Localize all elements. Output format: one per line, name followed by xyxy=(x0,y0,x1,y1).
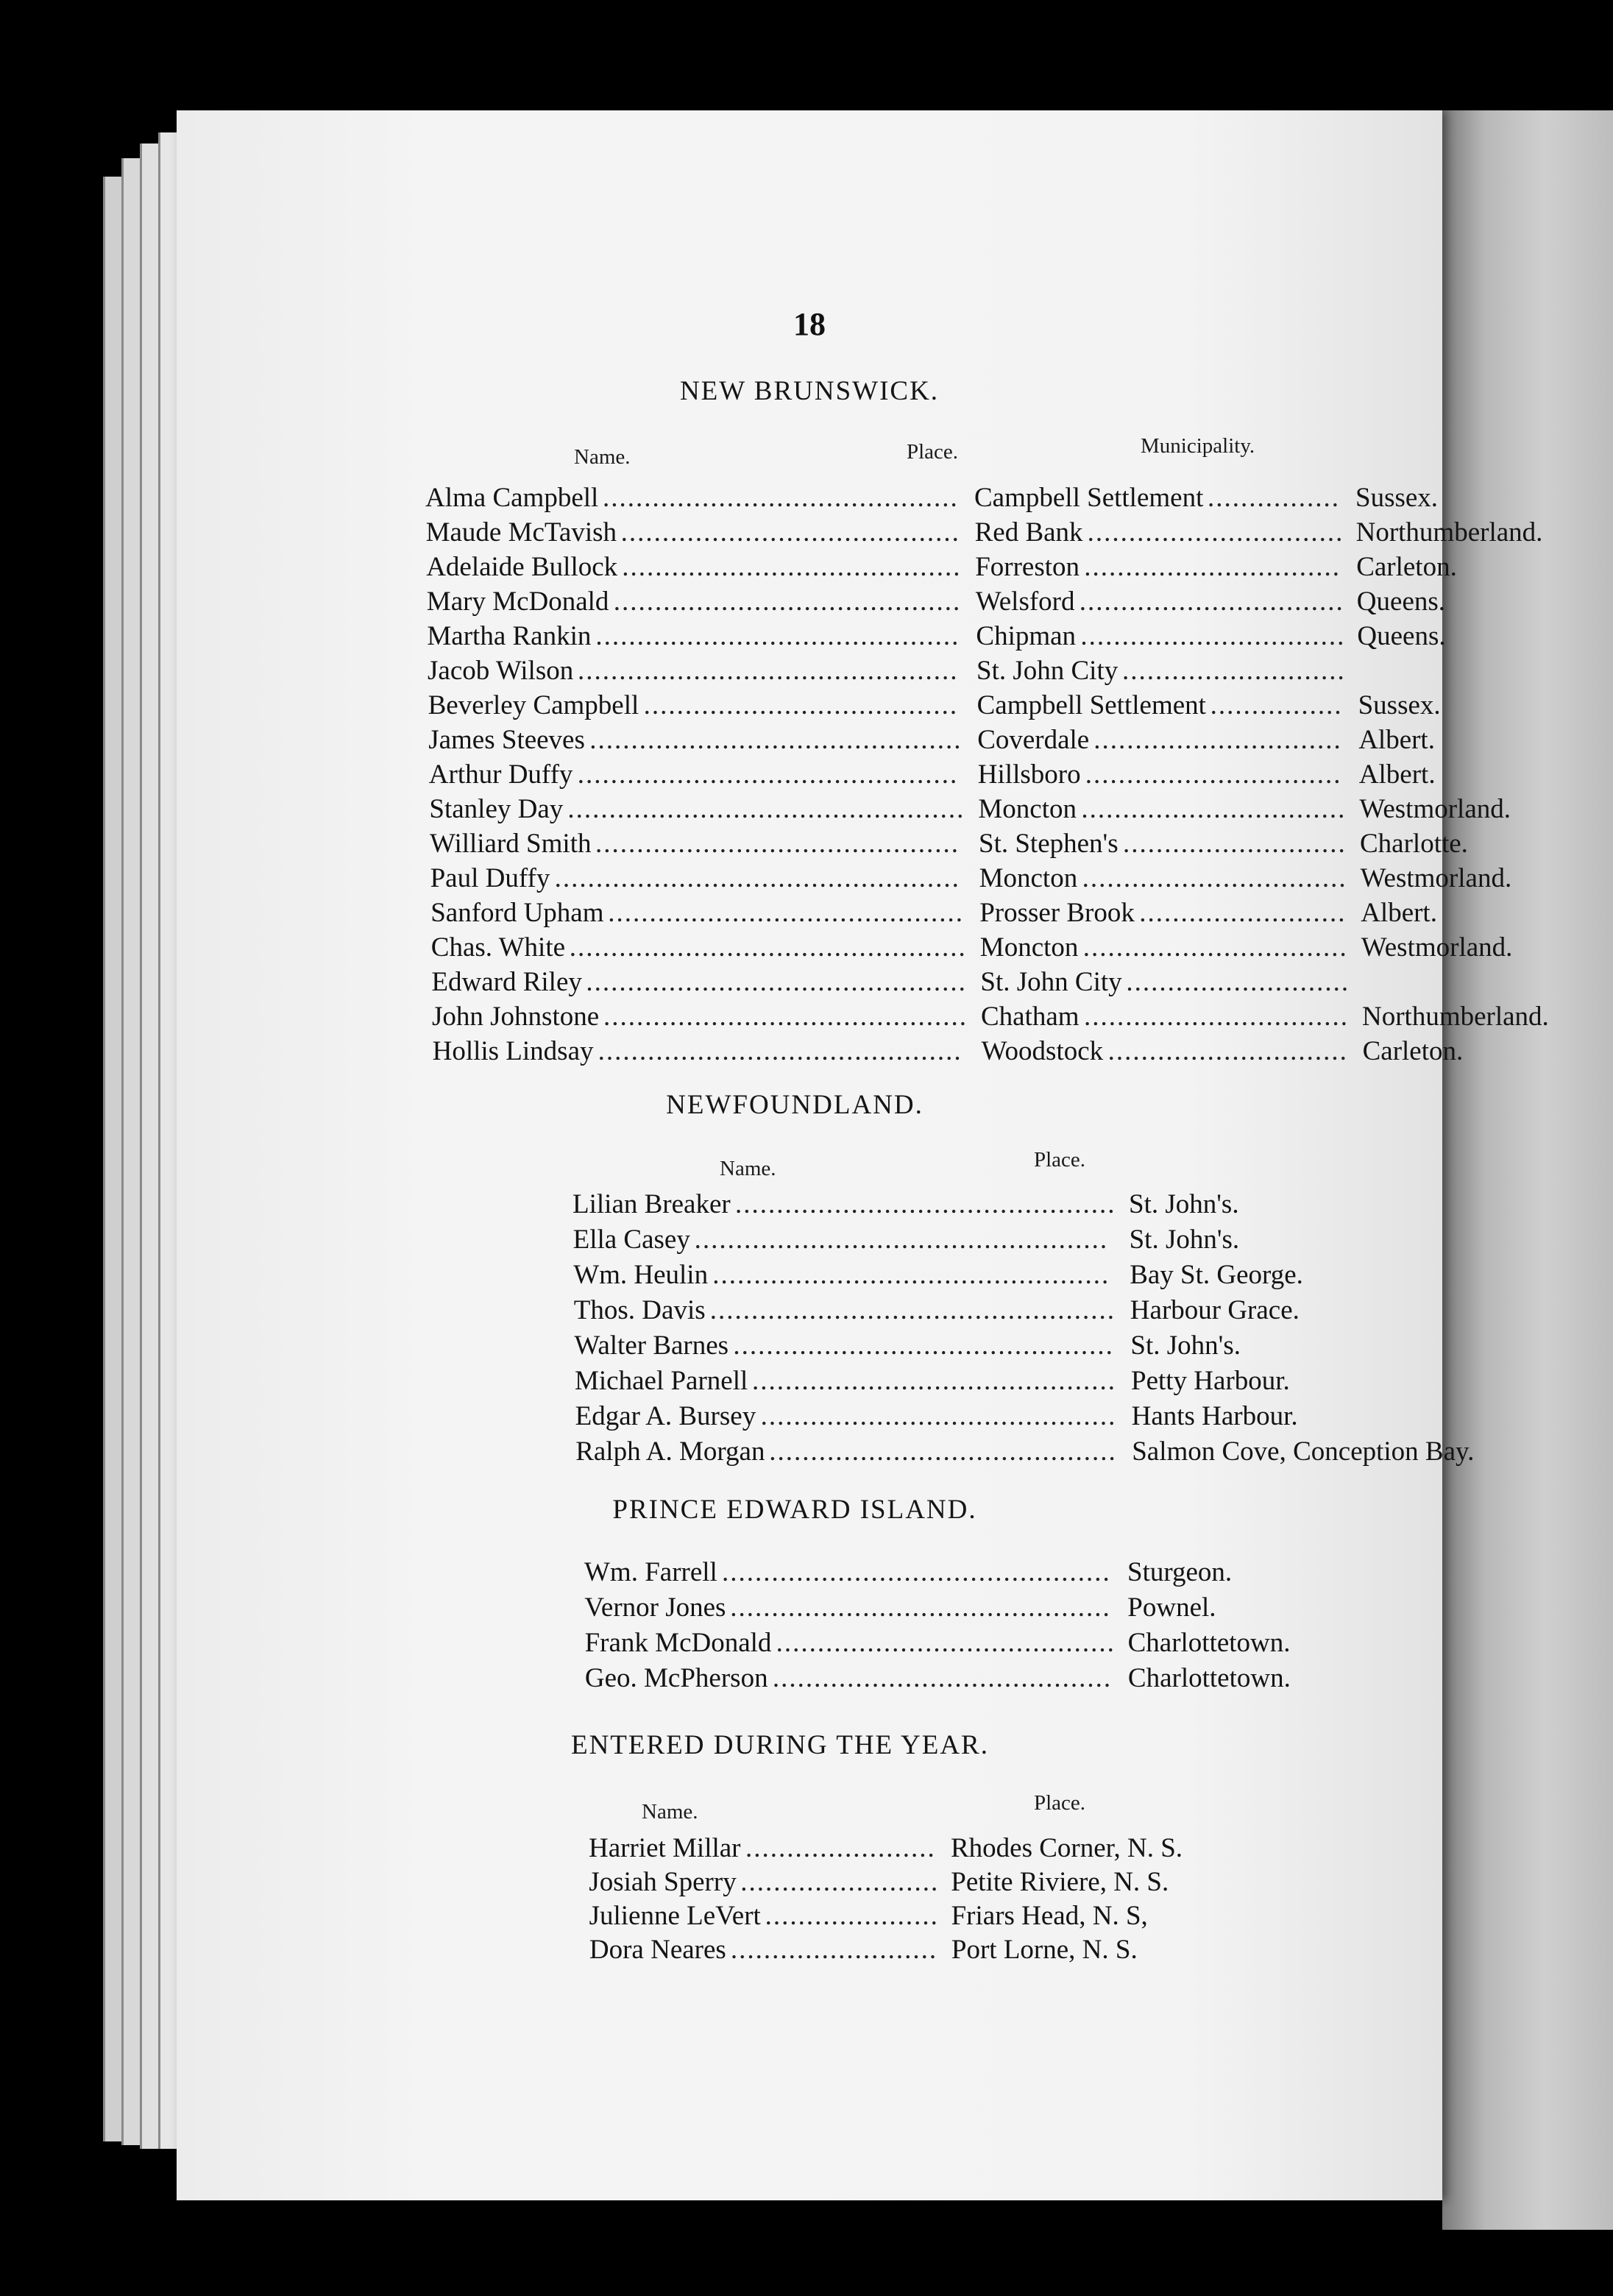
entry-name: Chas. White xyxy=(430,932,566,963)
entry-place: St. Stephen's xyxy=(979,829,1119,859)
column-header-name: Name. xyxy=(720,1157,776,1180)
entry-municipality: Queens. xyxy=(1357,621,1446,651)
entry-name: Michael Parnell xyxy=(575,1366,748,1396)
entry-place: Woodstock xyxy=(981,1036,1104,1066)
list-row xyxy=(585,1627,1613,1662)
entry-name: Mary McDonald xyxy=(426,587,609,617)
leader-dots: ................................................ xyxy=(712,1260,1110,1290)
leader-dots: ........................................... xyxy=(760,1401,1117,1431)
leader-dots: ................................ xyxy=(1080,621,1346,651)
entry-place: Charlottetown. xyxy=(1127,1628,1291,1658)
leader-dots: ................................ xyxy=(1084,1002,1349,1032)
leader-dots: ................................ xyxy=(1082,932,1348,963)
list-row xyxy=(589,1866,1613,1902)
entry-name: John Johnstone xyxy=(432,1002,600,1032)
entry-place: St. John City xyxy=(980,967,1122,997)
leader-dots: ............................... xyxy=(1085,759,1342,790)
entry-name: Beverley Campbell xyxy=(428,690,639,720)
leader-dots: ................................ xyxy=(1079,587,1344,617)
list-row xyxy=(427,586,1531,621)
entry-municipality: Queens. xyxy=(1356,587,1446,617)
entry-name: Maude McTavish xyxy=(425,517,617,548)
list-row xyxy=(429,793,1533,829)
leader-dots: .......................................... xyxy=(769,1436,1117,1467)
list-row xyxy=(426,551,1530,587)
section-title-prince-edward-island: PRINCE EDWARD ISLAND. xyxy=(612,1495,977,1525)
entry-name: Lilian Breaker xyxy=(572,1189,731,1219)
entry-place: Sturgeon. xyxy=(1127,1557,1233,1587)
list-row xyxy=(572,1188,1613,1224)
leader-dots: ............................................ xyxy=(752,1366,1116,1396)
leader-dots: .............................................. xyxy=(735,1189,1116,1219)
leader-dots: ......................... xyxy=(1139,898,1347,928)
entry-municipality: Carleton. xyxy=(1356,552,1457,582)
entry-name: Frank McDonald xyxy=(584,1628,772,1658)
column-header-name: Name. xyxy=(574,445,631,469)
entry-name: Geo. McPherson xyxy=(584,1663,768,1693)
leader-dots: ......................................... xyxy=(772,1663,1113,1693)
list-row xyxy=(425,482,1529,517)
entry-municipality: Sussex. xyxy=(1355,483,1439,513)
list-row xyxy=(584,1556,1613,1592)
leader-dots: ............................. xyxy=(1107,1036,1348,1066)
leader-dots: ................................................. xyxy=(554,863,960,893)
entry-name: Walter Barnes xyxy=(574,1331,729,1361)
list-row xyxy=(430,828,1534,863)
leader-dots: ................................................. xyxy=(709,1295,1116,1325)
list-row xyxy=(585,1662,1613,1698)
list-row xyxy=(425,517,1543,552)
list-row xyxy=(432,1001,1549,1036)
section-title-newfoundland: NEWFOUNDLAND. xyxy=(666,1090,924,1120)
entry-place: Charlottetown. xyxy=(1127,1663,1291,1693)
entry-name: Julienne LeVert xyxy=(589,1901,761,1931)
entry-municipality: Albert. xyxy=(1358,725,1435,755)
list-row xyxy=(428,690,1532,725)
list-row xyxy=(589,1832,1613,1868)
entry-place: Moncton xyxy=(979,863,1078,893)
entry-name: Alma Campbell xyxy=(425,483,599,513)
entry-name: Jacob Wilson xyxy=(428,656,574,686)
leader-dots: .......................................... xyxy=(613,587,962,617)
leader-dots: .................................................. xyxy=(694,1225,1109,1255)
entry-place: Hants Harbour. xyxy=(1131,1401,1298,1431)
leader-dots: ............................................ xyxy=(595,829,960,859)
leader-dots: ............................................. xyxy=(589,725,963,755)
entry-place: Moncton xyxy=(979,932,1079,963)
entry-name: Wm. Heulin xyxy=(573,1260,709,1290)
entry-name: Adelaide Bullock xyxy=(426,552,618,582)
leader-dots: ............................... xyxy=(1084,552,1341,582)
leader-dots: ................................................ xyxy=(569,932,967,963)
leader-dots: ............................... xyxy=(1087,517,1344,548)
entry-place: Port Lorne, N. S. xyxy=(951,1935,1138,1965)
leader-dots: ........................................... xyxy=(603,483,959,513)
entry-municipality: Sussex. xyxy=(1358,690,1441,720)
entry-place: Petty Harbour. xyxy=(1131,1366,1290,1396)
entry-place: Moncton xyxy=(978,794,1077,824)
leader-dots: .............................................. xyxy=(586,967,967,997)
entry-name: Ralph A. Morgan xyxy=(575,1436,765,1467)
entry-municipality: Westmorland. xyxy=(1359,794,1511,824)
leader-dots: ............................................ xyxy=(595,621,960,651)
list-row xyxy=(584,1592,1613,1627)
entry-place: Petite Riviere, N. S. xyxy=(951,1867,1169,1897)
entry-name: Edgar A. Bursey xyxy=(575,1401,756,1431)
entry-name: Wm. Farrell xyxy=(584,1557,717,1587)
leader-dots: ............................................ xyxy=(603,1002,968,1032)
entry-name: Ella Casey xyxy=(572,1225,690,1255)
leader-dots: ............................................ xyxy=(598,1036,963,1066)
list-row xyxy=(431,932,1535,967)
entry-municipality: Westmorland. xyxy=(1360,863,1512,893)
entry-name: Hollis Lindsay xyxy=(432,1036,594,1066)
list-row xyxy=(574,1294,1613,1330)
column-header-place: Place. xyxy=(907,440,959,464)
entry-place: Prosser Brook xyxy=(979,898,1135,928)
leader-dots: ................ xyxy=(1208,483,1340,513)
column-header-place: Place. xyxy=(1034,1148,1086,1172)
entry-municipality: Albert. xyxy=(1361,898,1437,928)
section-title-new-brunswick: NEW BRUNSWICK. xyxy=(679,376,940,406)
entry-place: Chipman xyxy=(976,621,1077,651)
list-row xyxy=(430,862,1534,898)
leader-dots: ........................ xyxy=(740,1867,940,1897)
entry-place: Coverdale xyxy=(977,725,1090,755)
entry-place: Welsford xyxy=(975,587,1075,617)
entry-place: St. John City xyxy=(976,656,1119,686)
leader-dots: ......................... xyxy=(730,1935,938,1965)
list-row xyxy=(575,1365,1613,1400)
entry-place: Red Bank xyxy=(974,517,1083,548)
entry-name: Sanford Upham xyxy=(430,898,604,928)
entry-place: Forreston xyxy=(975,552,1080,582)
list-row xyxy=(427,620,1531,656)
entry-municipality: Albert. xyxy=(1358,759,1436,790)
list-row xyxy=(574,1330,1613,1365)
leader-dots: ................................ xyxy=(1082,863,1347,893)
leader-dots: ................................................ xyxy=(567,794,965,824)
list-row xyxy=(575,1436,1613,1471)
entry-name: Harriet Millar xyxy=(589,1833,741,1863)
page-number: 18 xyxy=(793,306,826,342)
entry-municipality: Carleton. xyxy=(1362,1036,1464,1066)
column-header-name: Name. xyxy=(642,1800,698,1824)
list-row xyxy=(573,1224,1613,1259)
entry-name: Josiah Sperry xyxy=(589,1867,737,1897)
leader-dots: .............................................. xyxy=(577,759,959,790)
list-row xyxy=(575,1400,1613,1436)
entry-name: James Steeves xyxy=(428,725,585,755)
entry-place: Chatham xyxy=(981,1002,1080,1032)
entry-municipality: Northumberland. xyxy=(1362,1002,1549,1032)
entry-name: Dora Neares xyxy=(589,1935,726,1965)
entry-place: Bay St. George. xyxy=(1130,1260,1303,1290)
list-row xyxy=(428,655,1531,690)
leader-dots: ......................................... xyxy=(776,1628,1116,1658)
leader-dots: .............................................. xyxy=(730,1592,1111,1623)
entry-place: Campbell Settlement xyxy=(974,483,1204,513)
leader-dots: .............................................. xyxy=(733,1331,1114,1361)
entry-place: St. John's. xyxy=(1129,1225,1240,1255)
entry-place: Hillsboro xyxy=(977,759,1081,790)
list-row xyxy=(431,966,1535,1002)
entry-place: Rhodes Corner, N. S. xyxy=(951,1833,1183,1863)
entry-place: Salmon Cove, Conception Bay. xyxy=(1132,1436,1475,1467)
book-page xyxy=(177,110,1549,2200)
entry-name: Vernor Jones xyxy=(584,1592,726,1623)
entry-place: St. John's. xyxy=(1129,1189,1239,1219)
column-header-place: Place. xyxy=(1034,1791,1086,1815)
leader-dots: ......................................... xyxy=(620,517,960,548)
list-row xyxy=(589,1900,1613,1935)
entry-name: Stanley Day xyxy=(429,794,564,824)
leader-dots: ......................................... xyxy=(622,552,962,582)
leader-dots: ................ xyxy=(1210,690,1343,720)
list-row xyxy=(428,724,1532,759)
entry-name: Thos. Davis xyxy=(573,1295,706,1325)
leader-dots: ..................... xyxy=(765,1901,939,1931)
section-title-entered-during-year: ENTERED DURING THE YEAR. xyxy=(570,1730,989,1760)
leader-dots: ................................ xyxy=(1081,794,1347,824)
entry-place: Friars Head, N. S, xyxy=(951,1901,1148,1931)
list-row xyxy=(433,1035,1536,1071)
list-row xyxy=(573,1259,1613,1294)
entry-name: Williard Smith xyxy=(430,829,592,859)
entry-place: St. John's. xyxy=(1130,1331,1241,1361)
entry-name: Paul Duffy xyxy=(430,863,550,893)
entry-place: Campbell Settlement xyxy=(976,690,1206,720)
list-row xyxy=(429,759,1533,794)
entry-place: Pownel. xyxy=(1127,1592,1216,1623)
leader-dots: ............................................... xyxy=(722,1557,1111,1587)
leader-dots: ........................... xyxy=(1123,829,1347,859)
leader-dots: .............................................. xyxy=(578,656,959,686)
column-header-municipality: Municipality. xyxy=(1141,434,1255,458)
entry-municipality: Westmorland. xyxy=(1361,932,1513,963)
list-row xyxy=(430,897,1534,932)
leader-dots: ........................... xyxy=(1122,656,1346,686)
entry-municipality: Northumberland. xyxy=(1355,517,1543,548)
list-row xyxy=(589,1934,1613,1969)
leader-dots: ...................................... xyxy=(643,690,959,720)
entry-name: Arthur Duffy xyxy=(428,759,573,790)
leader-dots: ........................................... xyxy=(608,898,964,928)
entry-name: Edward Riley xyxy=(431,967,582,997)
leader-dots: .............................. xyxy=(1093,725,1342,755)
entry-municipality: Charlotte. xyxy=(1360,829,1468,859)
leader-dots: ........................... xyxy=(1126,967,1350,997)
entry-place: Harbour Grace. xyxy=(1130,1295,1300,1325)
entry-name: Martha Rankin xyxy=(427,621,592,651)
leader-dots: ....................... xyxy=(745,1833,936,1863)
